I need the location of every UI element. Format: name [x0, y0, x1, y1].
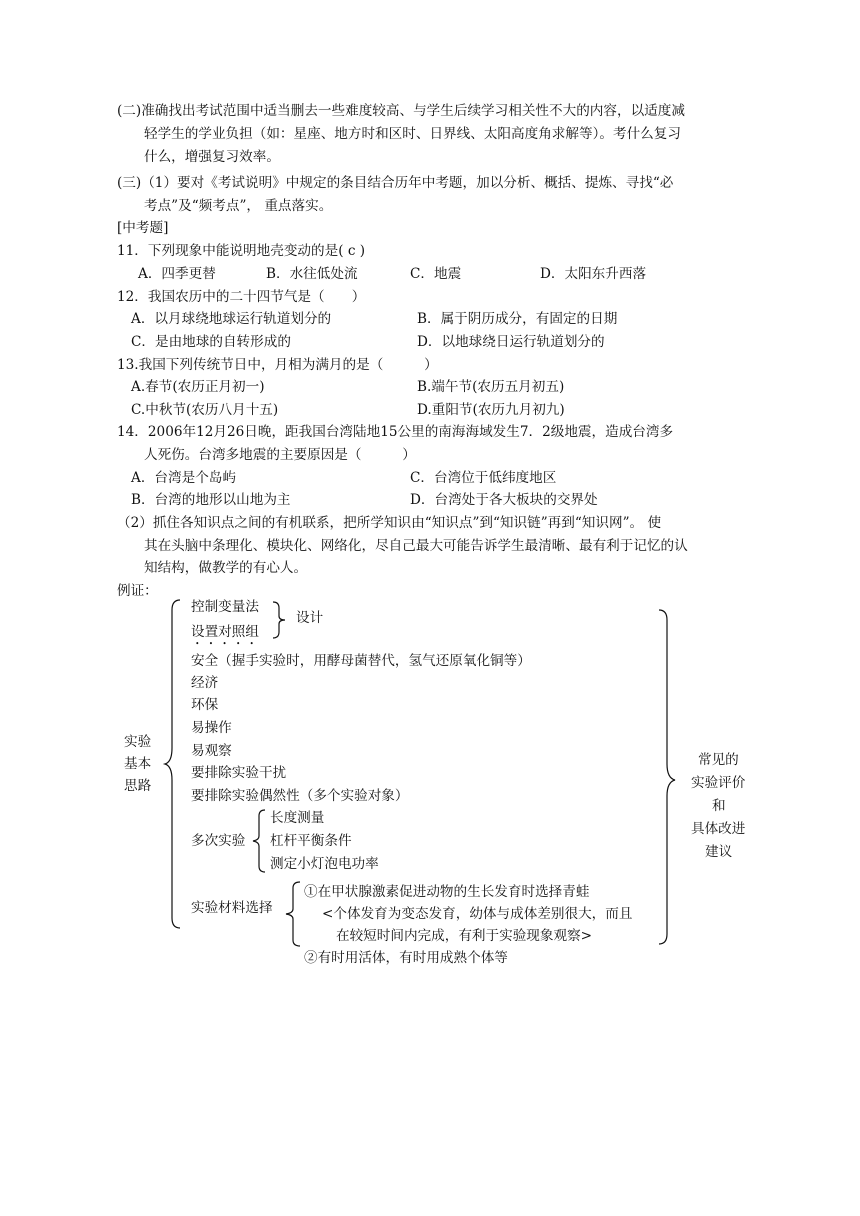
- right-label-line5: 建议: [705, 844, 733, 860]
- principle-easy-operate: 易操作: [191, 720, 232, 736]
- question-11-option-a: A．四季更替: [138, 266, 216, 282]
- principle-safety: 安全（握手实验时，用酵母菌替代，氢气还原氧化铜等）: [191, 653, 531, 669]
- question-12-option-a: A．以月球绕地球运行轨道划分的: [131, 311, 332, 327]
- question-13-option-a: A.春节(农历正月初一): [131, 379, 265, 395]
- left-label-line3: 思路: [124, 778, 152, 794]
- material-item-reason-1: <个体发育为变态发育，幼体与成体差别很大，而且: [322, 906, 633, 922]
- question-14-option-a: A．台湾是个岛屿: [131, 470, 236, 486]
- item3-part2-line2: 其在头脑中条理化、模块化、网络化，尽自己最大可能告诉学生最清晰、最有利于记忆的认: [144, 538, 688, 554]
- principle-exclude-chance: 要排除实验偶然性（多个实验对象）: [191, 788, 409, 804]
- material-selection-brace: [283, 880, 303, 948]
- left-label-line2: 基本: [124, 756, 152, 772]
- right-label-line2: 实验评价: [691, 775, 746, 791]
- item3-part2-line3: 知结构，做教学的有心人。: [144, 560, 308, 576]
- question-13-stem: 13.我国下列传统节日中，月相为满月的是（ ）: [117, 357, 438, 373]
- design-brace: [270, 600, 288, 640]
- question-12-stem: 12．我国农历中的二十四节气是（ ）: [117, 289, 366, 305]
- multi-experiment-brace: [250, 808, 268, 874]
- item3-line2: 考点”及“频考点”， 重点落实。: [144, 198, 333, 214]
- question-13-option-d: D.重阳节(农历九月初九): [417, 402, 565, 418]
- question-12-option-d: D．以地球绕日运行轨道划分的: [417, 334, 605, 350]
- design-item-control-group: 设置对照组: [191, 624, 259, 640]
- multi-experiment-label: 多次实验: [191, 833, 246, 849]
- question-14-stem-line2: 人死伤。台湾多地震的主要原因是（ ）: [144, 447, 416, 463]
- item3-part2-line1: （2）抓住各知识点之间的有机联系，把所学知识由“知识点”到“知识链”再到“知识网”。 使: [117, 515, 662, 531]
- right-label-line3: 和: [712, 798, 726, 814]
- material-selection-label: 实验材料选择: [191, 900, 273, 916]
- right-label-line1: 常见的: [698, 752, 739, 768]
- item2-line1: (二)准确找出考试范围中适当删去一些难度较高、与学生后续学习相关性不大的内容，以适度减: [117, 103, 685, 119]
- question-11-option-d: D．太阳东升西落: [540, 266, 647, 282]
- design-label: 设计: [296, 610, 324, 626]
- principle-exclude-interference: 要排除实验干扰: [191, 765, 287, 781]
- principle-environment: 环保: [191, 697, 219, 713]
- multi-item-lever: 杠杆平衡条件: [270, 833, 352, 849]
- question-11-option-b: B．水往低处流: [266, 266, 358, 282]
- right-label-line4: 具体改进: [691, 821, 746, 837]
- multi-item-length: 长度测量: [270, 810, 325, 826]
- principle-easy-observe: 易观察: [191, 743, 232, 759]
- question-13-option-c: C.中秋节(农历八月十五): [131, 402, 279, 418]
- material-item-frog: ①在甲状腺激素促进动物的生长发育时选择青蛙: [304, 884, 590, 900]
- material-item-reason-2: 在较短时间内完成，有利于实验现象观察>: [336, 928, 593, 944]
- question-14-option-d: D．台湾处于各大板块的交界处: [410, 492, 598, 508]
- question-11-option-c: C．地震: [410, 266, 462, 282]
- question-11-stem: 11．下列现象中能说明地壳变动的是( c ): [117, 243, 366, 259]
- left-main-brace: [162, 598, 186, 930]
- question-14-stem-line1: 14．2006年12月26日晚，距我国台湾陆地15公里的南海海域发生7．2级地震，造成台湾多: [117, 424, 674, 440]
- material-item-living: ②有时用活体，有时用成熟个体等: [304, 950, 508, 966]
- multi-item-bulb-power: 测定小灯泡电功率: [270, 856, 379, 872]
- question-12-option-c: C．是由地球的自转形成的: [131, 334, 291, 350]
- principle-economy: 经济: [191, 675, 219, 691]
- question-14-option-c: C．台湾位于低纬度地区: [410, 470, 557, 486]
- item2-line2: 轻学生的学业负担（如：星座、地方时和区时、日界线、太阳高度角求解等）。考什么复习: [144, 126, 681, 142]
- example-label: 例证：: [117, 583, 158, 599]
- question-12-option-b: B．属于阴历成分，有固定的日期: [417, 311, 618, 327]
- item3-line1: (三)（1）要对《考试说明》中规定的条目结合历年中考题，加以分析、概括、提炼、寻找“必: [117, 175, 674, 191]
- question-14-option-b: B．台湾的地形以山地为主: [131, 492, 291, 508]
- right-main-brace: [655, 608, 679, 948]
- item2-line3: 什么，增强复习效率。: [144, 149, 280, 165]
- design-item-control-variable: 控制变量法: [191, 599, 259, 615]
- zhongkao-label: [中考题]: [117, 220, 169, 236]
- question-13-option-b: B.端午节(农历五月初五): [417, 379, 565, 395]
- left-label-line1: 实验: [124, 734, 152, 750]
